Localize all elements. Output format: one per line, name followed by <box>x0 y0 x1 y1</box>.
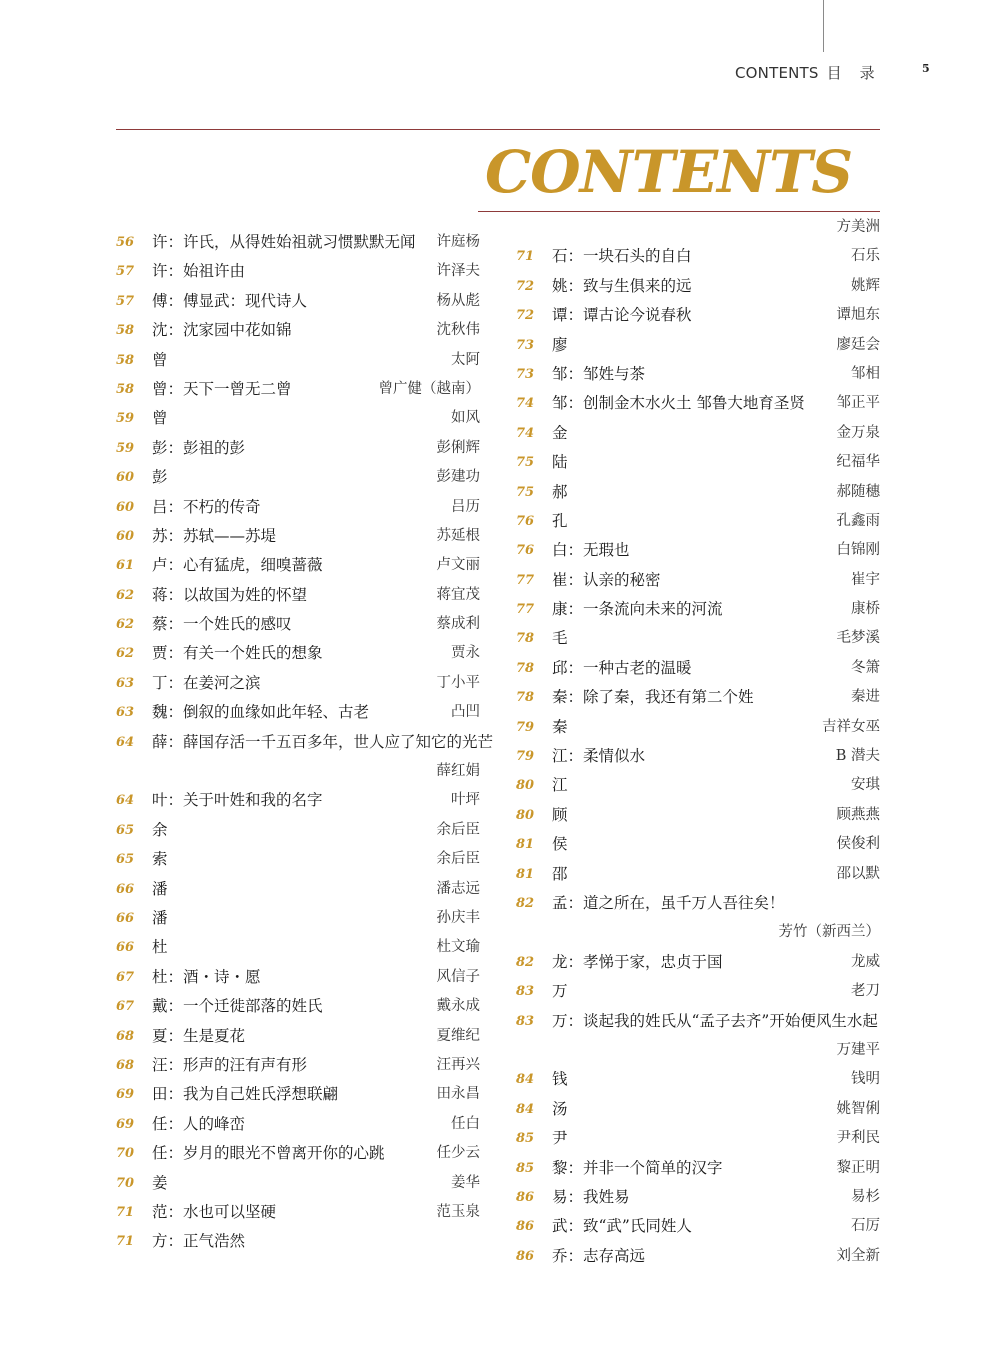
toc-entry-author: 秦进 <box>851 689 880 706</box>
toc-entry[interactable] <box>116 963 480 992</box>
toc-page-number: 85 <box>516 1160 535 1176</box>
toc-entry-title: 秦：除了秦，我还有第二个姓 <box>552 688 754 707</box>
toc-page-number: 61 <box>116 558 135 574</box>
toc-entry-author: 刘全新 <box>836 1247 880 1264</box>
toc-entry[interactable] <box>516 536 880 565</box>
toc-page-number: 82 <box>516 895 535 911</box>
toc-entry-author: 蒋宜茂 <box>436 586 480 603</box>
toc-page-number: 71 <box>116 1234 135 1250</box>
toc-entry-title: 卢：心有猛虎，细嗅蔷薇 <box>152 556 323 575</box>
toc-entry-title: 许：许氏，从得姓始祖就习惯默默无闻 <box>152 233 416 251</box>
toc-entry-title: 金 <box>552 423 568 442</box>
toc-page-number: 79 <box>516 749 535 765</box>
toc-entry-title: 廖 <box>552 335 568 354</box>
toc-entry[interactable] <box>516 419 880 448</box>
toc-entry-author: 廖廷会 <box>836 336 880 353</box>
toc-entry-author: 蔡成利 <box>436 616 480 633</box>
toc-entry-title: 龙：孝悌于家，忠贞于国 <box>552 952 723 971</box>
toc-entry[interactable] <box>516 595 880 624</box>
toc-entry[interactable] <box>116 1139 480 1168</box>
toc-page-number: 78 <box>516 631 535 647</box>
toc-page-number: 74 <box>516 396 535 412</box>
toc-entry-author: 许泽夫 <box>436 263 480 280</box>
toc-page-number: 77 <box>516 602 535 618</box>
toc-entry[interactable] <box>516 977 880 1006</box>
toc-page-number: 86 <box>516 1219 535 1235</box>
toc-entry[interactable] <box>116 1080 480 1109</box>
toc-entry-title: 方：正气浩然 <box>152 1232 246 1251</box>
toc-page-number: 78 <box>516 690 535 706</box>
toc-entry[interactable] <box>516 860 880 889</box>
toc-entry-author: 田永昌 <box>436 1086 480 1103</box>
toc-page-number: 57 <box>116 293 135 309</box>
toc-entry-title: 康：一条流向未来的河流 <box>552 600 723 619</box>
toc-entry-author: 卢文丽 <box>436 557 480 574</box>
page-number: 5 <box>922 62 930 75</box>
toc-entry[interactable] <box>116 728 494 757</box>
toc-entry[interactable] <box>116 316 480 345</box>
toc-page-number: 63 <box>116 675 135 691</box>
toc-entry[interactable] <box>516 1242 880 1271</box>
toc-entry[interactable] <box>516 448 880 477</box>
toc-entry-author: 安琪 <box>851 777 880 794</box>
toc-entry-title: 邹：创制金木水火土 邹鲁大地育圣贤 <box>552 394 805 413</box>
toc-entry[interactable] <box>116 522 480 551</box>
toc-entry-author: 戴永成 <box>436 998 480 1015</box>
toc-entry-title: 侯 <box>552 835 568 854</box>
toc-entry[interactable] <box>516 624 880 653</box>
toc-entry-title: 孔 <box>552 511 568 530</box>
toc-entry[interactable] <box>116 551 480 580</box>
toc-entry-title: 范：水也可以坚硬 <box>152 1202 277 1221</box>
toc-entry-title: 许：始祖许由 <box>152 262 246 281</box>
toc-entry-title: 顾 <box>552 805 568 824</box>
toc-left-column <box>116 228 494 1257</box>
toc-page-number: 60 <box>116 528 135 544</box>
toc-page-number: 65 <box>116 822 135 838</box>
toc-page-number: 85 <box>516 1131 535 1147</box>
toc-entry[interactable] <box>516 1095 880 1124</box>
toc-page-number: 69 <box>116 1087 135 1103</box>
toc-entry-title: 薛：薛国存活一千五百多年，世人应了知它的光芒 <box>152 732 494 751</box>
toc-entry[interactable] <box>516 742 880 771</box>
toc-entry-title: 白：无瑕也 <box>552 541 630 560</box>
toc-page-number: 58 <box>116 352 135 368</box>
toc-page-number: 84 <box>516 1072 535 1088</box>
toc-entry[interactable] <box>516 1036 880 1065</box>
toc-entry-title: 潘 <box>152 879 168 898</box>
toc-entry-author: 杜文瑜 <box>436 939 480 956</box>
toc-entry[interactable] <box>116 610 480 639</box>
toc-page-number: 56 <box>116 235 135 250</box>
toc-entry-title: 蔡：一个姓氏的感叹 <box>152 615 292 634</box>
toc-entry-author: 凸凹 <box>451 704 480 721</box>
toc-entry-title: 尹 <box>552 1129 568 1148</box>
toc-entry-author: 姚智俐 <box>836 1100 880 1117</box>
toc-entry-author: 任少云 <box>436 1145 480 1162</box>
toc-entry-title: 丁：在姜河之滨 <box>152 673 261 692</box>
toc-entry-title: 武：致“武”氏同姓人 <box>552 1217 692 1236</box>
toc-entry-title: 杜 <box>152 938 168 957</box>
toc-page-number: 62 <box>116 587 135 603</box>
toc-entry[interactable] <box>516 771 880 800</box>
toc-page-number: 62 <box>116 646 135 662</box>
toc-entry[interactable] <box>116 1051 480 1080</box>
toc-entry-title: 谭：谭古论今说春秋 <box>552 306 692 325</box>
toc-page-number: 64 <box>116 734 135 750</box>
toc-page-number: 60 <box>116 499 135 515</box>
toc-entry-author: 杨从彪 <box>436 292 480 309</box>
toc-entry-title: 万：谈起我的姓氏从“孟子去齐”开始便风生水起 <box>552 1011 878 1030</box>
toc-entry-title: 戴：一个迁徙部落的姓氏 <box>152 997 323 1016</box>
toc-entry-title: 郝 <box>552 482 568 501</box>
toc-entry-title: 黎：并非一个简单的汉字 <box>552 1158 723 1177</box>
toc-entry-author: 冬箫 <box>851 659 880 676</box>
toc-entry-author: 彭俐辉 <box>436 439 480 456</box>
toc-entry[interactable] <box>116 346 480 375</box>
toc-entry-author: 龙威 <box>851 953 880 970</box>
toc-page-number: 80 <box>516 807 535 823</box>
toc-entry[interactable] <box>516 654 880 683</box>
toc-entry-author: 苏延根 <box>436 527 480 544</box>
toc-entry[interactable] <box>116 463 480 492</box>
toc-entry-title: 毛 <box>552 629 568 648</box>
toc-entry-title: 易：我姓易 <box>552 1187 630 1206</box>
toc-right-column <box>516 213 880 1271</box>
toc-entry-author: B 潜夫 <box>835 748 880 765</box>
toc-entry-author: 任白 <box>451 1115 480 1132</box>
toc-entry-author: 石厉 <box>851 1218 880 1235</box>
toc-entry-author: 余后臣 <box>436 821 480 838</box>
toc-page-number: 86 <box>516 1189 535 1205</box>
toc-page-number: 70 <box>116 1146 135 1162</box>
toc-entry-title: 彭：彭祖的彭 <box>152 438 246 457</box>
toc-entry-author: 丁小平 <box>436 674 480 691</box>
toc-entry-title: 傅：傅显武：现代诗人 <box>152 291 308 310</box>
toc-entry-title: 曾 <box>152 350 168 369</box>
toc-entry-author: 纪福华 <box>836 454 880 471</box>
toc-entry-title: 任：人的峰峦 <box>152 1114 246 1133</box>
toc-page-number: 81 <box>516 866 535 882</box>
toc-entry[interactable] <box>116 933 480 962</box>
toc-entry-author: 顾燕燕 <box>836 806 880 823</box>
toc-entry-author: 尹利民 <box>836 1130 880 1147</box>
toc-entry-author: 毛梦溪 <box>836 630 880 647</box>
toc-entry[interactable] <box>116 992 480 1021</box>
toc-entry-author: 吉祥女巫 <box>822 718 880 735</box>
toc-page-number: 71 <box>116 1204 135 1220</box>
toc-entry-title: 乔：志存高远 <box>552 1246 646 1265</box>
toc-page-number: 76 <box>516 513 535 529</box>
toc-entry-author: 如风 <box>451 410 480 427</box>
toc-entry[interactable] <box>116 375 480 404</box>
toc-entry-author: 金万泉 <box>836 424 880 441</box>
toc-entry[interactable] <box>516 948 880 977</box>
toc-entry[interactable] <box>516 507 880 536</box>
toc-page-number: 81 <box>516 837 535 853</box>
toc-entry[interactable] <box>516 272 880 301</box>
toc-entry-title: 蒋：以故国为姓的怀望 <box>152 585 308 604</box>
toc-entry-title: 崔：认亲的秘密 <box>552 570 661 589</box>
toc-entry[interactable] <box>116 757 480 786</box>
toc-page-number: 66 <box>116 910 135 926</box>
toc-entry[interactable] <box>516 1007 880 1036</box>
toc-page-number: 58 <box>116 381 135 397</box>
toc-page-number: 72 <box>516 308 535 324</box>
toc-entry[interactable] <box>116 669 480 698</box>
toc-entry-author: 曾广健（越南） <box>378 380 480 397</box>
toc-entry[interactable] <box>116 639 480 668</box>
toc-entry-title: 彭 <box>152 468 168 487</box>
toc-entry-author: 夏维纪 <box>436 1027 480 1044</box>
toc-page-number: 74 <box>516 425 535 441</box>
toc-entry[interactable] <box>516 566 880 595</box>
toc-entry[interactable] <box>516 331 880 360</box>
toc-page-number: 71 <box>516 249 535 265</box>
toc-entry[interactable] <box>116 845 480 874</box>
toc-page-number: 68 <box>116 1028 135 1044</box>
toc-entry-title: 姜 <box>152 1173 168 1192</box>
toc-entry[interactable] <box>516 1183 880 1212</box>
header-en: CONTENTS <box>735 64 819 82</box>
toc-page-number: 66 <box>116 881 135 897</box>
toc-entry-author: 太阿 <box>451 351 480 368</box>
contents-title: CONTENTS <box>485 138 853 206</box>
toc-entry-author: 石乐 <box>851 248 880 265</box>
toc-entry[interactable] <box>116 1022 480 1051</box>
toc-entry-title: 苏：苏轼——苏堤 <box>152 526 277 545</box>
toc-entry[interactable] <box>116 786 480 815</box>
toc-entry-author: 芳竹（新西兰） <box>778 924 880 941</box>
toc-entry-author: 钱明 <box>851 1071 880 1088</box>
toc-entry[interactable] <box>516 478 880 507</box>
toc-entry-author: 吕历 <box>451 498 480 515</box>
toc-entry-title: 万 <box>552 982 568 1001</box>
toc-page-number: 70 <box>116 1175 135 1191</box>
toc-page-number: 64 <box>116 793 135 809</box>
toc-entry[interactable] <box>516 1212 880 1241</box>
toc-entry-title: 姚：致与生俱来的远 <box>552 276 692 295</box>
toc-page-number: 59 <box>116 440 135 456</box>
toc-page-number: 82 <box>516 954 535 970</box>
toc-page-number: 84 <box>516 1101 535 1117</box>
toc-page-number: 79 <box>516 719 535 735</box>
toc-entry[interactable] <box>116 581 480 610</box>
toc-entry-author: 易杉 <box>851 1188 880 1205</box>
toc-entry-author: 黎正明 <box>836 1159 880 1176</box>
toc-entry-author: 范玉泉 <box>436 1203 480 1220</box>
toc-entry-author: 邹相 <box>851 365 880 382</box>
toc-entry-title: 汪：形声的汪有声有形 <box>152 1055 308 1074</box>
toc-entry-title: 潘 <box>152 908 168 927</box>
toc-entry[interactable] <box>516 301 880 330</box>
toc-entry[interactable] <box>516 683 880 712</box>
toc-entry-author: 薛红娟 <box>436 763 480 780</box>
toc-entry-author: 彭建功 <box>436 469 480 486</box>
toc-entry[interactable] <box>516 801 880 830</box>
toc-entry-author: 谭旭东 <box>836 307 880 324</box>
toc-entry-author: 许庭杨 <box>436 234 480 250</box>
toc-entry[interactable] <box>116 1110 480 1139</box>
top-rule <box>116 129 880 130</box>
toc-entry-title: 江 <box>552 776 568 795</box>
toc-page-number: 78 <box>516 660 535 676</box>
toc-page-number: 76 <box>516 543 535 559</box>
toc-page-number: 67 <box>116 969 135 985</box>
toc-entry[interactable] <box>116 1198 480 1227</box>
toc-entry[interactable] <box>516 360 880 389</box>
toc-entry[interactable] <box>516 1154 880 1183</box>
toc-entry-author: 叶坪 <box>451 792 480 809</box>
toc-entry-author: 汪再兴 <box>436 1056 480 1073</box>
running-header <box>735 62 893 83</box>
toc-entry-author: 孙庆丰 <box>436 909 480 926</box>
toc-entry[interactable] <box>516 918 880 947</box>
toc-entry[interactable] <box>116 1169 480 1198</box>
toc-entry-title: 曾 <box>152 409 168 428</box>
toc-entry-title: 余 <box>152 820 168 839</box>
toc-entry-title: 江：柔情似水 <box>552 747 646 766</box>
toc-entry[interactable] <box>116 404 480 433</box>
toc-page-number: 77 <box>516 572 535 588</box>
toc-entry-title: 邹：邹姓与茶 <box>552 364 646 383</box>
toc-entry[interactable] <box>516 1124 880 1153</box>
toc-entry[interactable] <box>116 875 480 904</box>
toc-entry-title: 孟：道之所在，虽千万人吾往矣！ <box>552 893 785 912</box>
toc-entry-title: 陆 <box>552 453 568 472</box>
toc-page-number: 83 <box>516 984 535 1000</box>
toc-entry-author: 侯俊利 <box>836 836 880 853</box>
toc-entry[interactable] <box>116 904 480 933</box>
toc-page-number: 75 <box>516 484 535 500</box>
toc-entry-author: 邹正平 <box>836 395 880 412</box>
toc-entry-author: 老刀 <box>851 983 880 1000</box>
toc-page-number: 83 <box>516 1013 535 1029</box>
toc-entry-author: 万建平 <box>836 1041 880 1058</box>
toc-entry[interactable] <box>516 242 880 271</box>
toc-entry-author: 崔宇 <box>851 571 880 588</box>
toc-page-number: 57 <box>116 264 135 280</box>
toc-entry[interactable] <box>116 287 480 316</box>
toc-page-number: 69 <box>116 1116 135 1132</box>
toc-entry-title: 沈：沈家园中花如锦 <box>152 321 292 340</box>
toc-entry-author: 姚辉 <box>851 277 880 294</box>
toc-entry-title: 邵 <box>552 864 568 883</box>
toc-entry-author: 余后臣 <box>436 851 480 868</box>
toc-entry[interactable] <box>516 830 880 859</box>
toc-page-number: 67 <box>116 999 135 1015</box>
toc-entry-title: 叶：关于叶姓和我的名字 <box>152 791 323 810</box>
toc-entry-title: 杜：酒・诗・愿 <box>152 967 261 986</box>
toc-entry[interactable] <box>516 1065 880 1094</box>
toc-entry-author: 孔鑫雨 <box>836 512 880 529</box>
toc-entry-author: 白锦刚 <box>836 542 880 559</box>
toc-entry-title: 钱 <box>552 1070 568 1089</box>
toc-page-number: 58 <box>116 323 135 339</box>
toc-entry-title: 吕：不朽的传奇 <box>152 497 261 516</box>
header-vertical-rule <box>823 0 824 52</box>
toc-entry[interactable] <box>516 389 880 418</box>
toc-entry-author: 姜华 <box>451 1174 480 1191</box>
toc-entry-author: 康桥 <box>851 601 880 618</box>
toc-page-number: 62 <box>116 617 135 633</box>
toc-entry-title: 石：一块石头的自白 <box>552 247 692 266</box>
toc-entry-author: 邵以默 <box>836 865 880 882</box>
toc-entry-title: 曾：天下一曾无二曾 <box>152 379 292 398</box>
toc-entry[interactable] <box>116 493 480 522</box>
toc-page-number: 59 <box>116 411 135 427</box>
toc-page-number: 60 <box>116 470 135 486</box>
toc-entry[interactable] <box>516 889 880 918</box>
header-cn: 目录 <box>826 64 893 82</box>
toc-page-number: 63 <box>116 705 135 721</box>
toc-entry[interactable] <box>116 816 480 845</box>
toc-page-number: 72 <box>516 278 535 294</box>
toc-entry-author: 贾永 <box>451 645 480 662</box>
toc-entry[interactable] <box>116 698 480 727</box>
toc-entry-title: 魏：倒叙的血缘如此年轻、古老 <box>152 703 370 722</box>
toc-entry[interactable] <box>516 213 880 242</box>
toc-entry-author: 方美洲 <box>836 219 880 235</box>
toc-page-number: 86 <box>516 1248 535 1264</box>
toc-page-number: 65 <box>116 852 135 868</box>
toc-entry-title: 任：岁月的眼光不曾离开你的心跳 <box>152 1144 385 1163</box>
toc-entry-author: 风信子 <box>436 968 480 985</box>
toc-entry-title: 夏：生是夏花 <box>152 1026 246 1045</box>
toc-entry-title: 田：我为自己姓氏浮想联翩 <box>152 1085 339 1104</box>
toc-entry-title: 贾：有关一个姓氏的想象 <box>152 644 323 663</box>
toc-entry[interactable] <box>516 713 880 742</box>
toc-entry[interactable] <box>116 257 480 286</box>
toc-entry-author: 郝随穗 <box>836 483 880 500</box>
toc-entry-title: 索 <box>152 850 168 869</box>
toc-page-number: 75 <box>516 455 535 471</box>
toc-entry[interactable] <box>116 434 480 463</box>
title-rule <box>478 211 880 212</box>
toc-entry-title: 邱：一种古老的温暖 <box>552 658 692 677</box>
toc-page-number: 68 <box>116 1057 135 1073</box>
toc-entry-author: 潘志远 <box>436 880 480 897</box>
toc-entry[interactable] <box>116 228 480 257</box>
toc-entry[interactable] <box>116 1227 480 1256</box>
toc-page-number: 73 <box>516 366 535 382</box>
toc-page-number: 66 <box>116 940 135 956</box>
toc-entry-author: 沈秋伟 <box>436 322 480 339</box>
toc-page-number: 80 <box>516 778 535 794</box>
toc-entry-title: 秦 <box>552 717 568 736</box>
toc-page-number: 73 <box>516 337 535 353</box>
toc-entry-title: 汤 <box>552 1099 568 1118</box>
